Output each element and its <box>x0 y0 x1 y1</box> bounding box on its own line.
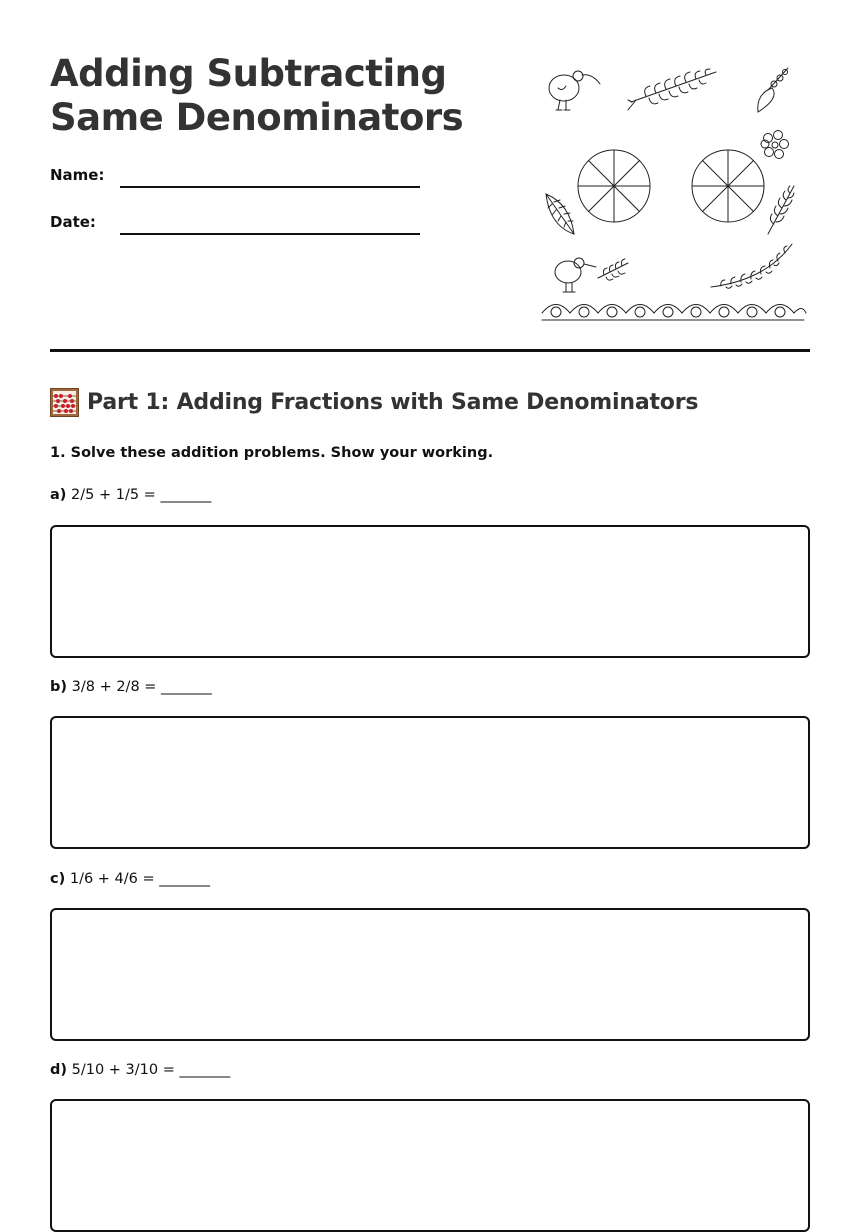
question-c <box>50 871 210 887</box>
kiwi-bird-icon <box>549 71 600 110</box>
question-a <box>50 487 211 503</box>
question-b <box>50 679 212 695</box>
question-letter: a) <box>50 487 67 503</box>
flower-icon <box>761 131 789 159</box>
title-line-1: Adding Subtracting <box>50 52 447 95</box>
question-expression: 1/6 + 4/6 = _______ <box>69 871 211 887</box>
header-divider <box>50 349 810 352</box>
decorative-illustration <box>536 58 810 328</box>
leaf-icon <box>758 68 788 112</box>
question-expression: 3/8 + 2/8 = _______ <box>71 679 212 695</box>
kiwi-bird-icon <box>555 258 596 292</box>
name-input-line[interactable] <box>120 186 420 188</box>
fraction-circle-eighths-1 <box>578 150 650 222</box>
question-letter: b) <box>50 679 68 695</box>
worksheet-title <box>50 52 463 140</box>
answer-box-c[interactable] <box>50 908 810 1041</box>
answer-box-b[interactable] <box>50 716 810 849</box>
name-field-row <box>50 166 420 196</box>
instruction-text: 1. Solve these addition problems. Show your working. <box>50 445 494 461</box>
question-letter: c) <box>50 871 66 887</box>
title-line-2: Same Denominators <box>50 96 464 139</box>
fraction-circle-eighths-2 <box>692 150 764 222</box>
name-label: Name: <box>50 166 105 184</box>
date-label: Date: <box>50 213 96 231</box>
question-expression: 5/10 + 3/10 = _______ <box>71 1062 231 1078</box>
question-letter: d) <box>50 1062 68 1078</box>
koru-wave-border-icon <box>542 305 806 321</box>
fern-icon <box>598 259 628 280</box>
section-heading-text: Part 1: Adding Fractions with Same Denominators <box>87 390 699 415</box>
answer-box-d[interactable] <box>50 1099 810 1232</box>
abacus-icon <box>50 388 79 417</box>
leaf-icon <box>546 194 574 234</box>
question-d <box>50 1062 230 1078</box>
date-field-row <box>50 213 420 243</box>
answer-box-a[interactable] <box>50 525 810 658</box>
fern-icon <box>628 69 716 110</box>
question-expression: 2/5 + 1/5 = _______ <box>71 487 212 503</box>
section-heading-part-1 <box>50 388 698 417</box>
fern-icon <box>768 186 794 234</box>
fern-icon <box>711 244 792 288</box>
date-input-line[interactable] <box>120 233 420 235</box>
